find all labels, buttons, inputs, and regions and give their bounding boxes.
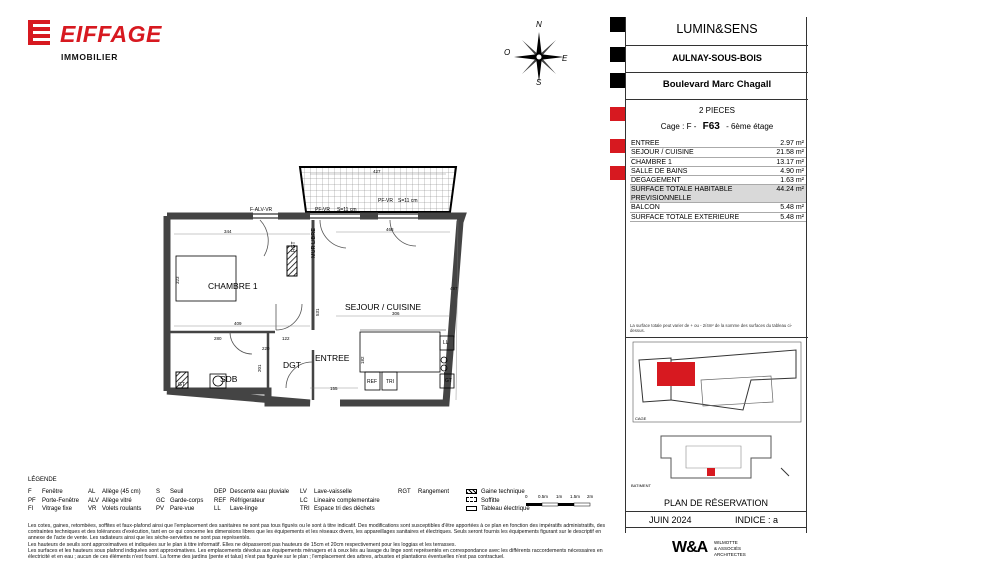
project-name: LUMIN&SENS [676,22,758,36]
dim-182: 182 [360,356,365,364]
dim-220: 220 [262,346,270,351]
room-dgt: DGT [283,360,301,370]
scale-bar: 0 0.5m 1m 1.5m 2m [522,494,600,510]
label-s11a: S=11 cm [337,207,357,213]
marker-black [610,47,625,62]
area-row: DEGAGEMENT 1.63 m² [631,177,804,185]
dim-122: 122 [282,336,290,341]
area-row: SURFACE TOTALE EXTERIEURE 5.48 m² [631,213,804,221]
compass-north: N [536,20,542,29]
note-paragraph: Les hauteurs de seuils sont approximatives et indiquées sur le plan à titre informatif. Elles ne dépasseront pas hauteurs de 15cm et 20cm respectivement pour les loggias et les terrasses. [28,541,456,548]
plan-date: JUIN 2024 [649,515,692,525]
legend-col: RGT Rangement [398,489,450,495]
mur-libre-label: MUR LIBRE [311,228,317,258]
legend-col: DEP Descente eau pluviale REF Réfrigerateur LL Lave-linge [214,489,290,512]
room-sejour: SEJOUR / CUISINE [345,302,422,312]
floor-keyplan [631,340,803,426]
dim-409: 409 [234,321,242,326]
note-paragraph: Les cotes, gaines, retombées, soffites et faux-plafond ainsi que l'emplacement des sanitaires ne sont pas tous figurés ou le sont à titre indicatif. Des modifications sont susceptibles d'être apportées à ce plan en fonction des impératifs administratifs, des contraintes techniques et des tolérances d'exécution, tant en ce qui concerne les dimensions libres que les équipements et les réseaux divers, les appareillages sanitaires et électriques. Seuls seront fournis les équipements figurant sur le descriptif en annexe de l'acte de vente. Les radiateurs ainsi que les sèche-serviettes ne sont pas représentés. [28,523,606,542]
note-paragraph: Les surfaces et les hauteurs sous plafond indiquées sont approximatives. Les emplacements dévolus aux équipements ménagers et à ceux liés au lavage du linge sont représentés en correspondance avec les différents raccordements nécessaires en électricité et en eau ; aucun de ces éléments n'est fourni. La forme des jardins (pente et talus) n'est pas figurée sur le plan ; l'emplacement des arbres, arbustes et plantations éventuelles n'est pas contractuel. [28,547,603,561]
area-row: SALLE DE BAINS 4.90 m² [631,167,804,175]
area-note: La surface totale peut varier de + ou - 2/4m² de la somme des surfaces du tableau ci-dessus. [630,323,793,333]
dim-531: 531 [315,308,320,316]
dim-280: 280 [214,336,222,341]
eiffage-emblem-icon [28,20,54,50]
legend-col: AL Allège (45 cm) ALV Allège vitré VR Volets roulants [88,489,142,512]
dim-468: 468 [386,227,394,232]
marker-black [610,73,625,88]
legend [28,477,608,514]
legend-col-symbols: Gaine technique Soffitte Tableau électrique [466,488,546,514]
architect-line2: & ASSOCIÉS [714,546,742,551]
area-row: CHAMBRE 1 13.17 m² [631,158,804,166]
dim-427: 427 [373,169,381,174]
legend-col: LV Lave-vaisselle LC Lineaire complementaire TRI Espace tri des déchets [300,489,380,512]
architect-mark: W&A [672,539,708,556]
legend-title: LÉGENDE [28,477,57,483]
label-s11b: S=11 cm [398,198,418,204]
marker-red [610,139,625,153]
plan-index: INDICE : a [735,515,779,525]
keyplan-building-label: BATIMENT [631,483,651,488]
label-tri: TRI [386,379,395,385]
label-rgt: RGT [291,241,297,252]
compass-west: O [504,48,511,57]
architect-logo [672,538,792,560]
cage-label: Cage : [660,122,685,131]
area-row-total: SURFACE TOTALE HABITABLE PREVISIONNELLE 44.24 m² [631,186,804,203]
legend-col: F Fenêtre PF Porte-Fenêtre FI Vitrage fixe [28,489,80,512]
dim-497: 497 [450,286,458,291]
marker-black [610,17,625,32]
room-chambre: CHAMBRE 1 [208,281,258,291]
cage-value: F [686,122,692,131]
brand-name: EIFFAGE [60,21,162,47]
label-ll: LL [443,340,449,346]
keyplan-cage-label: CAGE [635,416,647,421]
architect-line3: ARCHITECTES [714,552,746,557]
unit-floor: 6ème étage [730,122,774,131]
marker-red [610,166,625,180]
area-row: ENTREE 2.97 m² [631,140,804,147]
compass-south: S [536,78,542,87]
gaine-symbol-icon [466,489,477,494]
disclaimer-notes [28,523,606,560]
plan-title: PLAN DE RÉSERVATION [663,498,769,508]
dim-323: 323 [175,276,180,284]
unit-number: F63 [702,121,720,132]
brand-division: IMMOBILIER [61,52,118,62]
label-ref: REF [367,379,377,385]
soffitte-symbol-icon [466,497,477,502]
label-pfvr1: PF-VR [315,207,330,213]
areas-table [630,139,806,222]
label-falv: F-ALV-VR [250,207,273,213]
unit-cage-line: Cage : F - F63 - 6ème étage [660,121,774,132]
dim-306: 306 [392,311,400,316]
legend-col: S Seuil GC Garde-corps PV Pare-vue [156,489,204,512]
compass-east: E [562,54,568,63]
project-street: Boulevard Marc Chagall [662,79,772,90]
label-gt-sdb: GT [178,382,185,388]
label-pfvr2: PF-VR [378,198,393,204]
area-row: SEJOUR / CUISINE 21.58 m² [631,149,804,157]
floor-plan [160,160,470,410]
dim-201: 201 [257,364,262,372]
building-keyplan [631,428,803,490]
project-city: AULNAY-SOUS-BOIS [672,53,762,63]
marker-red [610,107,625,121]
compass-rose [504,20,568,87]
architect-line1: WILMOTTE [714,540,738,545]
room-sdb: SDB [220,374,238,384]
dim-155: 155 [330,386,338,391]
eiffage-logo [28,18,178,68]
label-gt-kitchen: GT [445,378,452,384]
area-row: BALCON 5.48 m² [631,204,804,212]
tableau-symbol-icon [466,506,477,511]
unit-type: 2 PIECES [698,106,735,115]
room-entree: ENTREE [315,353,350,363]
dim-344: 344 [224,229,232,234]
